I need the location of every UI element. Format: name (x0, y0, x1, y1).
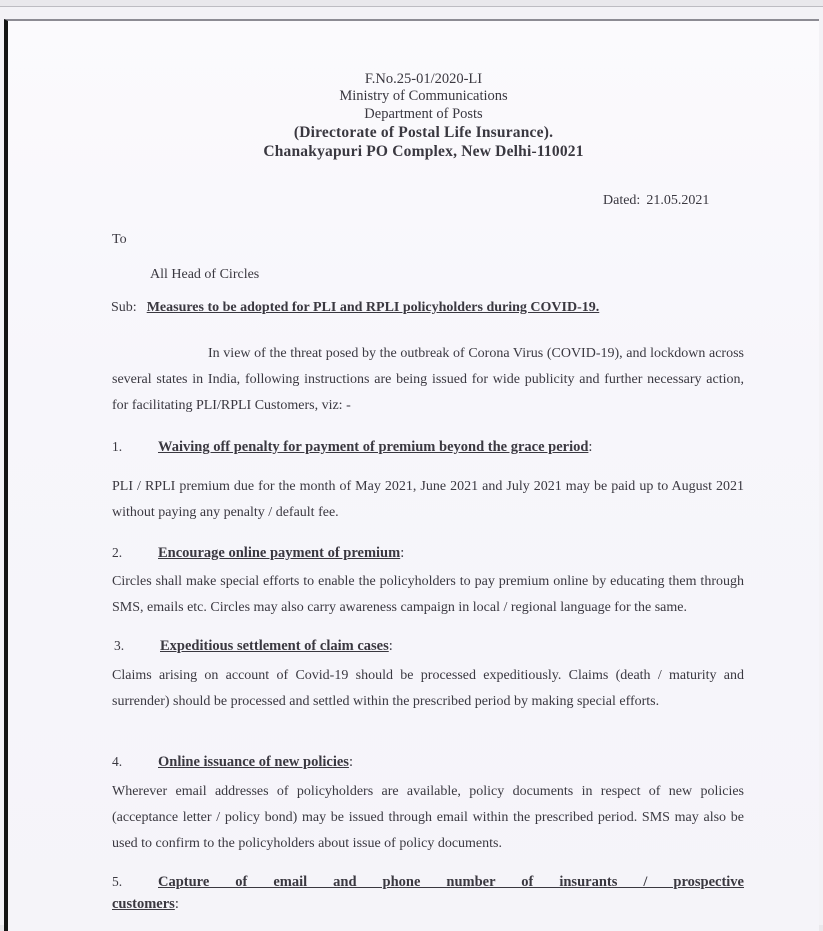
item-heading-4 (112, 754, 752, 771)
item-heading-1 (112, 439, 752, 456)
colon: : (400, 545, 405, 561)
item-heading-3 (114, 638, 754, 655)
colon: : (588, 439, 593, 455)
date-line (603, 193, 709, 209)
item-title-continued: customers (112, 896, 175, 912)
item-title: Capture of email and phone number of insurants / prospective (158, 874, 744, 890)
to-label: To (112, 232, 127, 247)
item-heading-5 (112, 869, 744, 895)
item-body-3: Claims arising on account of Covid-19 should be processed expeditiously. Claims (death / maturity and surrender) should be processed and settled within the prescribed period by making special efforts. (112, 668, 744, 709)
date-label: Dated: (603, 193, 641, 208)
subject-label: Sub: (111, 300, 137, 315)
item-heading-2 (112, 545, 752, 562)
item-number: 3. (114, 638, 125, 653)
item-title: Expeditious settlement of claim cases (160, 638, 389, 654)
ministry-name: Ministry of Communications (339, 88, 508, 104)
colon: : (348, 754, 353, 770)
item-title: Encourage online payment of premium (158, 545, 401, 561)
item-heading-5-continued (112, 896, 752, 913)
subject-line (111, 300, 599, 316)
item-number: 1. (112, 439, 123, 454)
viewer-frame (0, 6, 823, 925)
subject-text: Measures to be adopted for PLI and RPLI policyholders during COVID-19. (146, 300, 600, 315)
addressee: All Head of Circles (150, 267, 260, 282)
date-value: 21.05.2021 (646, 193, 710, 208)
item-title: Online issuance of new policies (158, 754, 349, 770)
document-page (4, 19, 819, 931)
office-address: Chanakyapuri PO Complex, New Delhi-110021 (263, 143, 584, 160)
colon: : (388, 638, 393, 654)
item-body-2: Circles shall make special efforts to enable the policyholders to pay premium online by educating them through SMS, emails etc. Circles may also carry awareness campaign in local / regional language for the same. (112, 574, 744, 615)
intro-paragraph: In view of the threat posed by the outbreak of Corona Virus (COVID-19), and lockdown across several states in India, following instructions are being issued for wide publicity and further necessary action, for facilitating PLI/RPLI Customers, viz: - (112, 346, 744, 413)
item-number: 4. (112, 754, 123, 769)
colon: : (174, 896, 179, 912)
file-number: F.No.25-01/2020-LI (364, 71, 483, 87)
department-name: Department of Posts (364, 106, 483, 122)
item-title: Waiving off penalty for payment of premium beyond the grace period (158, 439, 589, 455)
directorate-name: (Directorate of Postal Life Insurance). (293, 124, 554, 141)
item-number: 2. (112, 545, 123, 560)
item-number: 5. (112, 874, 123, 889)
item-body-1: PLI / RPLI premium due for the month of May 2021, June 2021 and July 2021 may be paid up to August 2021 without paying any penalty / default fee. (112, 479, 744, 520)
item-body-4: Wherever email addresses of policyholders are available, policy documents in respect of new policies (acceptance letter / policy bond) may be issued through email within the prescribed period. SMS may also be used to confirm to the policyholders about issue of policy documents. (112, 784, 744, 851)
